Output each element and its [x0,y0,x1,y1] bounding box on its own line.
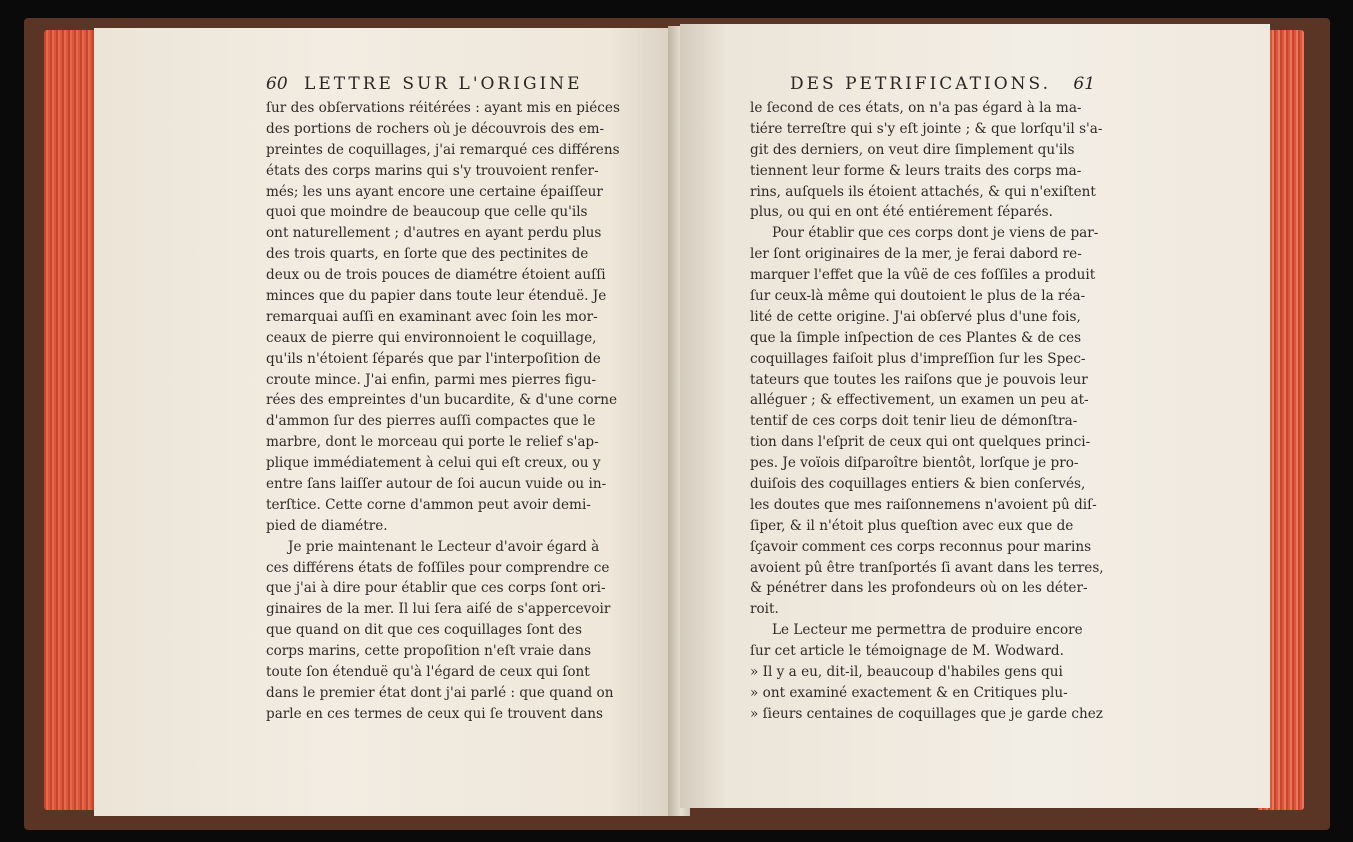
text-line: dans le premier état dont j'ai parlé : que quand on [266,684,614,701]
left-page-edges [44,30,100,810]
text-line: ceaux de pierre qui environnoient le coquillage, [266,329,597,346]
right-running-title: DES PETRIFICATIONS. [790,74,1051,94]
right-page-text [750,98,1160,725]
text-line: que la ſimple inſpection de ces Plantes & de ces [750,329,1082,346]
text-line: toute ſon étenduë qu'à l'égard de ceux qui ſont [266,664,590,681]
text-line: lité de cette origine. J'ai obſervé plus d'une fois, [750,308,1081,325]
text-line: marbre, dont le morceau qui porte le relief s'ap- [266,434,599,451]
text-line: avoient pû être tranſportés ſi avant dans les terres, [750,559,1104,576]
text-line: duiſois des coquillages entiers & bien conſervés, [750,476,1086,493]
text-line: rées des empreintes d'un bucardite, & d'une corne [266,392,617,409]
text-line: ſur ceux-là même qui doutoient le plus de la réa- [750,288,1086,305]
text-line: minces que du papier dans toute leur étenduë. Je [266,288,607,305]
text-line: Pour établir que ces corps dont je viens de par- [772,225,1099,242]
text-line: » Il y a eu, dit-il, beaucoup d'habiles gens qui [750,664,1063,681]
text-line: croute mince. J'ai enfin, parmi mes pierres figu- [266,371,597,388]
text-line: ſur cet article le témoignage de M. Wodward. [750,643,1064,660]
text-line: rins, auſquels ils étoient attachés, & qui n'exiſtent [750,183,1096,200]
left-running-title: LETTRE SUR L'ORIGINE [304,74,583,94]
text-line: des portions de rochers où je découvrois des em- [266,120,605,137]
left-page-text [266,98,648,725]
text-line: Je prie maintenant le Lecteur d'avoir égard à [288,538,600,555]
text-line: ces différens états de foſſiles pour comprendre ce [266,559,610,576]
text-line: ſiper, & il n'étoit plus queſtion avec eux que de [750,517,1074,534]
text-line: ler ſont originaires de la mer, je ferai dabord re- [750,246,1082,263]
text-line: que j'ai à dire pour établir que ces corps ſont ori- [266,580,606,597]
text-line: le ſecond de ces états, on n'a pas égard à la ma- [750,100,1082,116]
text-line: roit. [750,601,779,618]
text-line: des trois quarts, en ſorte que des pectinites de [266,246,589,263]
text-line: Le Lecteur me permettra de produire encore [772,622,1083,639]
right-running-head [750,72,1160,96]
text-line: git des derniers, on veut dire ſimplement qu'ils [750,141,1075,158]
text-line: plique immédiatement à celui qui eſt creux, ou y [266,455,601,472]
text-line: » ſieurs centaines de coquillages que je garde chez [750,705,1103,722]
text-line: coquillages faiſoit plus d'impreſſion ſur les Spec- [750,350,1086,367]
text-line: & pénétrer dans les profondeurs où on les déter- [750,580,1088,597]
left-page [94,28,678,816]
text-line: corps marins, cette propoſition n'eſt vraie dans [266,643,592,660]
text-line: d'ammon ſur des pierres auſſi compactes que le [266,413,596,430]
text-line: ſçavoir comment ces corps reconnus pour marins [750,538,1092,555]
text-line: plus, ou qui en ont été entiérement ſéparés. [750,204,1053,221]
right-page-number: 61 [1073,74,1096,94]
text-line: tentif de ces corps doit tenir lieu de démonſtra- [750,413,1078,430]
text-line: états des corps marins qui s'y trouvoient renfer- [266,162,599,179]
text-line: tion dans l'eſprit de ceux qui ont quelques princi- [750,434,1091,451]
text-line: terſtice. Cette corne d'ammon peut avoir demi- [266,496,591,513]
text-line: » ont examiné exactement & en Critiques plu- [750,684,1068,701]
text-line: marquer l'effet que la vûë de ces foſſiles a produit [750,267,1096,284]
text-line: pes. Je voïois diſparoître bientôt, lorſque je pro- [750,455,1079,472]
text-line: que quand on dit que ces coquillages ſont des [266,622,582,639]
text-line: ginaires de la mer. Il lui ſera aiſé de s'appercevoir [266,601,611,618]
text-line: més; les uns ayant encore une certaine épaiſſeur [266,183,603,200]
text-line: ſur des obſervations réitérées : ayant mis en piéces [266,100,620,116]
text-line: alléguer ; & effectivement, un examen un peu at- [750,392,1089,409]
text-line: tateurs que toutes les raiſons que je pouvois leur [750,371,1088,388]
text-line: deux ou de trois pouces de diamétre étoient auſſi [266,267,606,284]
text-line: pied de diamétre. [266,517,388,534]
text-line: les doutes que mes raiſonnemens n'avoient pû diſ- [750,496,1097,513]
text-line: quoi que moindre de beaucoup que celle qu'ils [266,204,588,221]
text-line: tiére terreſtre qui s'y eſt jointe ; & que lorſqu'il s'a- [750,120,1103,137]
text-line: remarquai auſſi en examinant avec ſoin les mor- [266,308,598,325]
left-page-number: 60 [266,74,288,94]
text-line: ont naturellement ; d'autres en ayant perdu plus [266,225,602,242]
text-line: tiennent leur forme & leurs traits des corps ma- [750,162,1082,179]
right-page [680,24,1270,808]
text-line: entre ſans laiſſer autour de ſoi aucun vuide ou in- [266,476,607,493]
left-running-head [266,72,648,96]
text-line: parle en ces termes de ceux qui ſe trouvent dans [266,705,604,722]
text-line: preintes de coquillages, j'ai remarqué ces différens [266,141,620,158]
text-line: qu'ils n'étoient ſéparés que par l'interpoſition de [266,350,601,367]
